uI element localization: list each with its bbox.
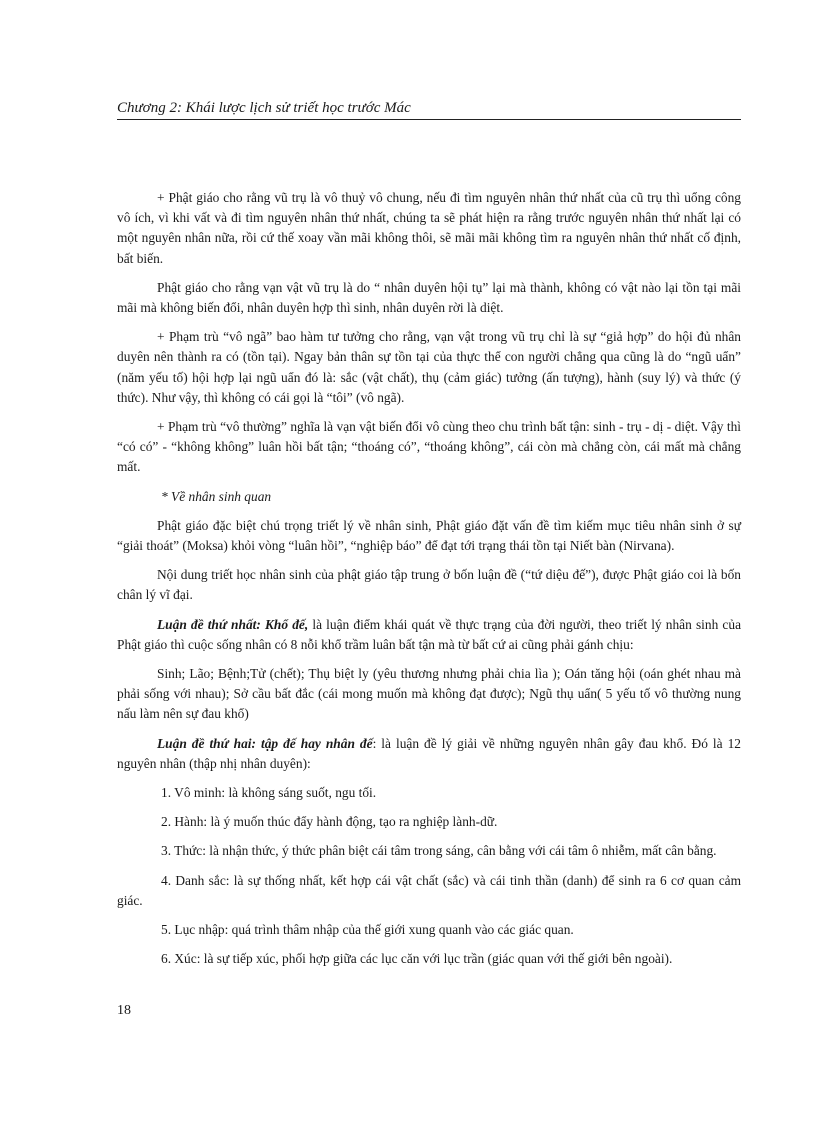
list-item: 6. Xúc: là sự tiếp xúc, phối hợp giữa các lục căn với lục trần (giác quan với thế giới bên ngoài). (161, 951, 673, 967)
paragraph-vu-tru: + Phật giáo cho rằng vũ trụ là vô thuỷ vô chung, nếu đi tìm nguyên nhân thứ nhất của cũ trụ thì uổng công vô ích, vì khi vất và đi tìm nguyên nhân thứ nhất, chúng ta sẽ phát hiện ra rằng trước nguyên nhân thứ nhất lại có một nguyên nhân nữa, rồi cứ thế xoay vần mãi không thôi, sẽ mãi mãi không tìm ra nguyên nhân thứ nhất cố định, bất biến. (117, 190, 741, 266)
running-header: Chương 2: Khái lược lịch sử triết học trước Mác (117, 99, 741, 120)
tap-de-lead: Luận đề thứ hai: tập đế hay nhân đế (157, 735, 373, 751)
paragraph-kho-de (117, 615, 741, 655)
paragraph-tam-kho: Sinh; Lão; Bệnh;Tử (chết); Thụ biệt ly (yêu thương nhưng phải chia lìa ); Oán tăng hội (oán ghét nhau mà phải sống với nhau); Sở cầu bất đắc (cái mong muốn mà không đạt được); Ngũ thụ uẩn( 5 yếu tố vô thường nung nấu làm nên sự đau khổ) (117, 666, 741, 722)
paragraph-nhan-duyen: Phật giáo cho rằng vạn vật vũ trụ là do “ nhân duyên hội tụ” lại mà thành, không có vật nào lại tồn tại mãi mãi mà không biến đổi, nhân duyên hợp thì sinh, nhân duyên rời là diệt. (117, 279, 741, 316)
list-item: 4. Danh sắc: là sự thống nhất, kết hợp cái vật chất (sắc) và cái tinh thần (danh) để sinh ra 6 cơ quan cảm giác. (117, 872, 741, 908)
section-heading-nhan-sinh-quan: * Về nhân sinh quan (161, 488, 272, 504)
paragraph-tu-dieu-de: Nội dung triết học nhân sinh của phật giáo tập trung ở bốn luận đề (“tứ diệu đế”), được Phật giáo coi là bốn chân lý vĩ đại. (117, 567, 741, 603)
list-item: 1. Vô minh: là không sáng suốt, ngu tối. (161, 785, 377, 801)
paragraph-vo-thuong: + Phạm trù “vô thường” nghĩa là vạn vật biến đổi vô cùng theo chu trình bất tận: sinh - trụ - dị - diệt. Vậy thì “có có” - “không không” luân hồi bất tận; “thoáng có”, “thoáng không”, cái còn mà chẳng còn, cái mất mà chẳng mất. (117, 419, 741, 475)
list-item: 2. Hành: là ý muốn thúc đẩy hành động, tạo ra nghiệp lành-dữ. (161, 814, 498, 830)
kho-de-text: là luận điểm khái quát về thực trạng của đời người, theo triết lý nhân sinh của Phật giáo thì cuộc sống nhân có 8 nỗi khổ trầm luân bất tận mà từ bất cứ ai cũng phải gánh chịu: (117, 616, 742, 652)
paragraph-nhan-sinh: Phật giáo đặc biệt chú trọng triết lý về nhân sinh, Phật giáo đặt vấn đề tìm kiếm mục tiêu nhân sinh ở sự “giải thoát” (Moksa) khỏi vòng “luân hồi”, “nghiệp báo” để đạt tới trạng thái tồn tại Niết bàn (Nirvana). (117, 517, 741, 554)
list-item: 5. Lục nhập: quá trình thâm nhập của thế giới xung quanh vào các giác quan. (161, 922, 574, 938)
paragraph-vo-nga: + Phạm trù “vô ngã” bao hàm tư tưởng cho rằng, vạn vật trong vũ trụ chỉ là sự “giả hợp” do hội đủ nhân duyên nên thành ra có (tồn tại). Ngay bản thân sự tồn tại của thực thể con người chẳng qua cũng là do “ngũ uẩn” (năm yếu tố) hội hợp lại ngũ uẩn đó là: sắc (vật chất), thụ (cảm giác) tưởng (ấn tượng), hành (suy lý) và thức (ý thức). Như vậy, thì không có cái gọi là “tôi” (vô ngã). (117, 329, 741, 405)
page-number: 18 (117, 1003, 131, 1018)
tap-de-text: : là luận đề lý giải về những nguyên nhân gây đau khổ. Đó là 12 nguyên nhân (thập nhị nhân duyên): (117, 735, 742, 771)
kho-de-lead: Luận đề thứ nhất: Khổ đế, (157, 616, 309, 632)
list-item: 3. Thức: là nhận thức, ý thức phân biệt cái tâm trong sáng, cân bằng với cái tâm ô nhiễm, mất cân bằng. (161, 843, 717, 859)
paragraph-tap-de (117, 734, 741, 774)
body-text (117, 188, 741, 979)
